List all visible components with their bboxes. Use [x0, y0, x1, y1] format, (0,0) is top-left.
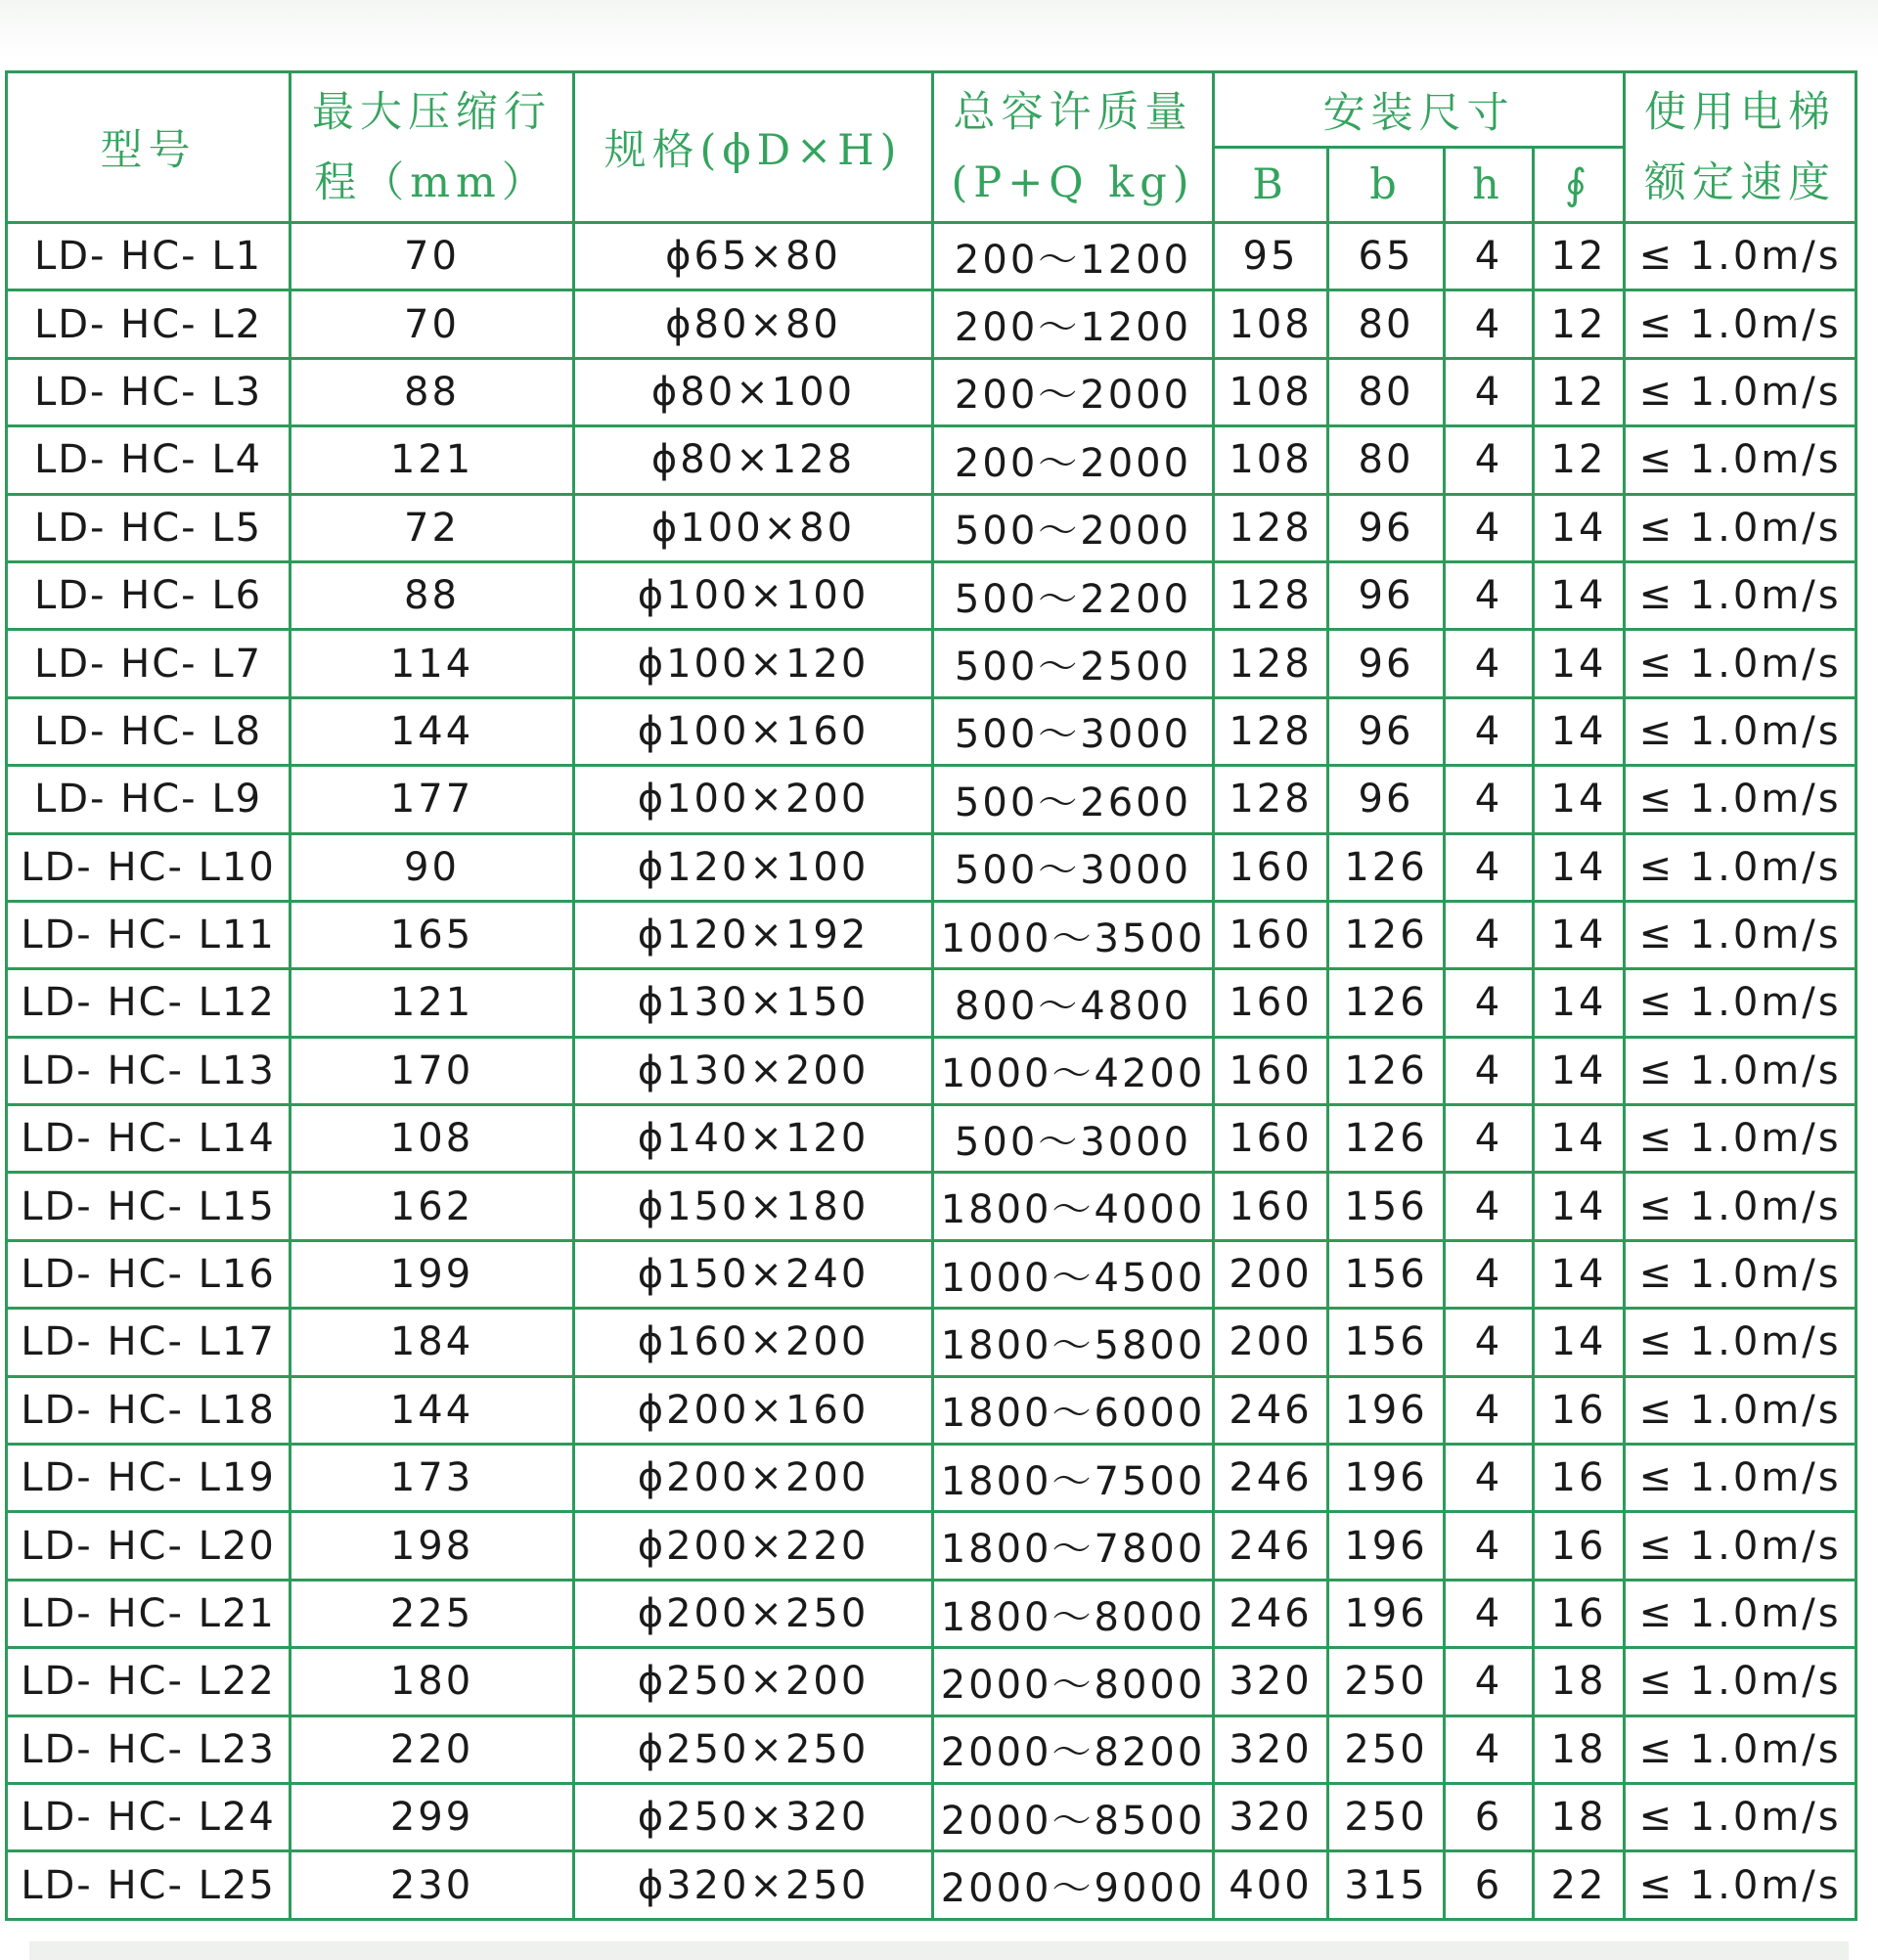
cell-model: LD- HC- L2 [7, 290, 291, 358]
table-row [7, 1173, 1856, 1240]
cell-max-stroke: 173 [291, 1445, 574, 1512]
cell-f: 12 [1534, 223, 1625, 290]
cell-B: 108 [1214, 290, 1328, 358]
cell-rated-speed: ≤ 1.0m/s [1625, 1105, 1856, 1173]
cell-total-load: 1800～5800 [933, 1309, 1214, 1376]
cell-total-load: 200～1200 [933, 223, 1214, 290]
cell-max-stroke: 70 [291, 290, 574, 358]
cell-max-stroke: 170 [291, 1037, 574, 1104]
table-row [7, 1512, 1856, 1580]
header-max-stroke-line1: 最大压缩行 [312, 87, 552, 137]
cell-spec: ϕ100×80 [574, 494, 933, 561]
cell-model: LD- HC- L3 [7, 358, 291, 425]
cell-total-load: 200～2000 [933, 358, 1214, 425]
cell-rated-speed: ≤ 1.0m/s [1625, 969, 1856, 1037]
cell-b: 126 [1328, 833, 1445, 901]
table-row [7, 1037, 1856, 1104]
header-b: b [1328, 148, 1445, 223]
cell-model: LD- HC- L6 [7, 561, 291, 629]
cell-rated-speed: ≤ 1.0m/s [1625, 1240, 1856, 1308]
cell-rated-speed: ≤ 1.0m/s [1625, 766, 1856, 833]
table-row [7, 1105, 1856, 1173]
cell-f: 16 [1534, 1445, 1625, 1512]
cell-b: 196 [1328, 1580, 1445, 1647]
table-row [7, 1445, 1856, 1512]
cell-max-stroke: 230 [291, 1851, 574, 1919]
header-row [7, 72, 1856, 148]
cell-h: 4 [1445, 1648, 1534, 1715]
cell-h: 4 [1445, 833, 1534, 901]
cell-h: 4 [1445, 630, 1534, 697]
cell-f: 18 [1534, 1783, 1625, 1850]
cell-b: 126 [1328, 969, 1445, 1037]
cell-rated-speed: ≤ 1.0m/s [1625, 1309, 1856, 1376]
cell-h: 4 [1445, 290, 1534, 358]
cell-spec: ϕ120×100 [574, 833, 933, 901]
cell-max-stroke: 72 [291, 494, 574, 561]
cell-f: 12 [1534, 358, 1625, 425]
cell-model: LD- HC- L7 [7, 630, 291, 697]
table-row [7, 358, 1856, 425]
cell-h: 4 [1445, 1309, 1534, 1376]
cell-B: 160 [1214, 969, 1328, 1037]
cell-f: 14 [1534, 697, 1625, 765]
cell-f: 14 [1534, 969, 1625, 1037]
cell-h: 4 [1445, 1715, 1534, 1783]
cell-total-load: 500～2600 [933, 766, 1214, 833]
cell-h: 4 [1445, 1376, 1534, 1444]
cell-h: 4 [1445, 1037, 1534, 1104]
table-body [7, 223, 1856, 1920]
cell-total-load: 1800～7800 [933, 1512, 1214, 1580]
header-max-stroke [291, 72, 574, 223]
cell-max-stroke: 199 [291, 1240, 574, 1308]
cell-f: 18 [1534, 1715, 1625, 1783]
cell-B: 128 [1214, 766, 1328, 833]
cell-spec: ϕ100×160 [574, 697, 933, 765]
cell-max-stroke: 121 [291, 969, 574, 1037]
cell-b: 250 [1328, 1783, 1445, 1850]
table-row [7, 630, 1856, 697]
cell-model: LD- HC- L1 [7, 223, 291, 290]
cell-f: 14 [1534, 833, 1625, 901]
cell-h: 4 [1445, 1445, 1534, 1512]
cell-spec: ϕ130×200 [574, 1037, 933, 1104]
cell-max-stroke: 88 [291, 358, 574, 425]
cell-h: 4 [1445, 697, 1534, 765]
cell-f: 14 [1534, 1309, 1625, 1376]
cell-h: 4 [1445, 1580, 1534, 1647]
cell-total-load: 200～2000 [933, 426, 1214, 494]
table-row [7, 1715, 1856, 1783]
cell-h: 4 [1445, 426, 1534, 494]
cell-total-load: 500～3000 [933, 697, 1214, 765]
table-row [7, 1783, 1856, 1850]
cell-spec: ϕ200×220 [574, 1512, 933, 1580]
table-row [7, 1580, 1856, 1647]
table-row [7, 561, 1856, 629]
cell-model: LD- HC- L8 [7, 697, 291, 765]
cell-model: LD- HC- L11 [7, 901, 291, 968]
cell-b: 156 [1328, 1240, 1445, 1308]
header-spec: 规格(ϕD×H) [574, 72, 933, 223]
cell-max-stroke: 90 [291, 833, 574, 901]
cell-h: 4 [1445, 766, 1534, 833]
cell-B: 160 [1214, 833, 1328, 901]
cell-rated-speed: ≤ 1.0m/s [1625, 426, 1856, 494]
cell-max-stroke: 198 [291, 1512, 574, 1580]
cell-model: LD- HC- L9 [7, 766, 291, 833]
cell-b: 96 [1328, 697, 1445, 765]
cell-spec: ϕ320×250 [574, 1851, 933, 1919]
header-rated-speed [1625, 72, 1856, 223]
cell-max-stroke: 165 [291, 901, 574, 968]
cell-max-stroke: 144 [291, 697, 574, 765]
cell-b: 315 [1328, 1851, 1445, 1919]
cell-total-load: 2000～8500 [933, 1783, 1214, 1850]
cell-b: 96 [1328, 766, 1445, 833]
header-h: h [1445, 148, 1534, 223]
cell-rated-speed: ≤ 1.0m/s [1625, 901, 1856, 968]
cell-B: 400 [1214, 1851, 1328, 1919]
cell-rated-speed: ≤ 1.0m/s [1625, 1580, 1856, 1647]
cell-spec: ϕ100×120 [574, 630, 933, 697]
cell-total-load: 2000～8200 [933, 1715, 1214, 1783]
cell-B: 246 [1214, 1445, 1328, 1512]
cell-spec: ϕ65×80 [574, 223, 933, 290]
table-row [7, 766, 1856, 833]
cell-B: 320 [1214, 1783, 1328, 1850]
cell-b: 65 [1328, 223, 1445, 290]
cell-max-stroke: 114 [291, 630, 574, 697]
cell-h: 4 [1445, 1105, 1534, 1173]
cell-rated-speed: ≤ 1.0m/s [1625, 1173, 1856, 1240]
cell-max-stroke: 184 [291, 1309, 574, 1376]
cell-model: LD- HC- L21 [7, 1580, 291, 1647]
cell-f: 14 [1534, 494, 1625, 561]
cell-model: LD- HC- L4 [7, 426, 291, 494]
cell-b: 96 [1328, 494, 1445, 561]
table-row [7, 426, 1856, 494]
cell-h: 4 [1445, 358, 1534, 425]
cell-b: 196 [1328, 1445, 1445, 1512]
cell-h: 4 [1445, 969, 1534, 1037]
cell-f: 14 [1534, 901, 1625, 968]
table-row [7, 1648, 1856, 1715]
cell-rated-speed: ≤ 1.0m/s [1625, 697, 1856, 765]
cell-model: LD- HC- L19 [7, 1445, 291, 1512]
cell-max-stroke: 180 [291, 1648, 574, 1715]
cell-rated-speed: ≤ 1.0m/s [1625, 1445, 1856, 1512]
buffer-spec-table [5, 70, 1857, 1921]
cell-f: 18 [1534, 1648, 1625, 1715]
cell-spec: ϕ250×200 [574, 1648, 933, 1715]
cell-b: 250 [1328, 1715, 1445, 1783]
cell-B: 160 [1214, 901, 1328, 968]
cell-total-load: 2000～9000 [933, 1851, 1214, 1919]
cell-spec: ϕ200×250 [574, 1580, 933, 1647]
cell-total-load: 500～2200 [933, 561, 1214, 629]
table-row [7, 697, 1856, 765]
cell-b: 80 [1328, 358, 1445, 425]
header-f: ∮ [1534, 148, 1625, 223]
table-row [7, 1376, 1856, 1444]
cell-total-load: 1000～4200 [933, 1037, 1214, 1104]
cell-model: LD- HC- L18 [7, 1376, 291, 1444]
cell-B: 128 [1214, 561, 1328, 629]
cell-B: 108 [1214, 358, 1328, 425]
cell-total-load: 1800～8000 [933, 1580, 1214, 1647]
cell-rated-speed: ≤ 1.0m/s [1625, 1648, 1856, 1715]
header-total-load-line1: 总容许质量 [953, 87, 1193, 137]
cell-f: 16 [1534, 1512, 1625, 1580]
cell-f: 16 [1534, 1580, 1625, 1647]
cell-h: 4 [1445, 1173, 1534, 1240]
cell-max-stroke: 108 [291, 1105, 574, 1173]
cell-spec: ϕ200×200 [574, 1445, 933, 1512]
cell-b: 80 [1328, 426, 1445, 494]
cell-f: 22 [1534, 1851, 1625, 1919]
cell-total-load: 1800～4000 [933, 1173, 1214, 1240]
header-total-load-line2: (P+Q kg) [951, 157, 1195, 207]
cell-rated-speed: ≤ 1.0m/s [1625, 1851, 1856, 1919]
table-row [7, 1309, 1856, 1376]
cell-h: 6 [1445, 1783, 1534, 1850]
bottom-strip [29, 1941, 1849, 1960]
cell-total-load: 800～4800 [933, 969, 1214, 1037]
cell-max-stroke: 144 [291, 1376, 574, 1444]
cell-model: LD- HC- L10 [7, 833, 291, 901]
cell-model: LD- HC- L24 [7, 1783, 291, 1850]
cell-B: 246 [1214, 1580, 1328, 1647]
cell-max-stroke: 70 [291, 223, 574, 290]
header-install-dims: 安装尺寸 [1214, 72, 1625, 148]
cell-rated-speed: ≤ 1.0m/s [1625, 833, 1856, 901]
cell-h: 4 [1445, 1512, 1534, 1580]
cell-model: LD- HC- L22 [7, 1648, 291, 1715]
cell-h: 6 [1445, 1851, 1534, 1919]
header-model: 型号 [7, 72, 291, 223]
cell-max-stroke: 299 [291, 1783, 574, 1850]
cell-B: 200 [1214, 1240, 1328, 1308]
cell-B: 95 [1214, 223, 1328, 290]
cell-B: 128 [1214, 494, 1328, 561]
cell-spec: ϕ80×80 [574, 290, 933, 358]
cell-f: 14 [1534, 1173, 1625, 1240]
cell-b: 250 [1328, 1648, 1445, 1715]
header-total-load [933, 72, 1214, 223]
cell-f: 14 [1534, 1240, 1625, 1308]
header-max-stroke-line2: 程（mm） [314, 157, 550, 207]
cell-rated-speed: ≤ 1.0m/s [1625, 561, 1856, 629]
cell-f: 14 [1534, 1105, 1625, 1173]
cell-b: 196 [1328, 1512, 1445, 1580]
table-row [7, 1851, 1856, 1919]
cell-B: 128 [1214, 630, 1328, 697]
cell-model: LD- HC- L17 [7, 1309, 291, 1376]
cell-B: 246 [1214, 1512, 1328, 1580]
cell-model: LD- HC- L25 [7, 1851, 291, 1919]
cell-b: 96 [1328, 561, 1445, 629]
table-row [7, 223, 1856, 290]
cell-spec: ϕ100×200 [574, 766, 933, 833]
cell-total-load: 500～3000 [933, 833, 1214, 901]
cell-rated-speed: ≤ 1.0m/s [1625, 1037, 1856, 1104]
cell-b: 156 [1328, 1173, 1445, 1240]
cell-spec: ϕ80×100 [574, 358, 933, 425]
cell-total-load: 200～1200 [933, 290, 1214, 358]
cell-spec: ϕ160×200 [574, 1309, 933, 1376]
cell-model: LD- HC- L16 [7, 1240, 291, 1308]
cell-total-load: 1000～3500 [933, 901, 1214, 968]
cell-spec: ϕ120×192 [574, 901, 933, 968]
cell-h: 4 [1445, 494, 1534, 561]
cell-h: 4 [1445, 561, 1534, 629]
table-row [7, 1240, 1856, 1308]
cell-B: 108 [1214, 426, 1328, 494]
cell-max-stroke: 88 [291, 561, 574, 629]
cell-model: LD- HC- L23 [7, 1715, 291, 1783]
table-row [7, 833, 1856, 901]
cell-model: LD- HC- L15 [7, 1173, 291, 1240]
cell-rated-speed: ≤ 1.0m/s [1625, 494, 1856, 561]
table-row [7, 901, 1856, 968]
cell-B: 160 [1214, 1105, 1328, 1173]
cell-B: 128 [1214, 697, 1328, 765]
cell-model: LD- HC- L5 [7, 494, 291, 561]
cell-b: 156 [1328, 1309, 1445, 1376]
cell-spec: ϕ150×180 [574, 1173, 933, 1240]
cell-total-load: 500～2500 [933, 630, 1214, 697]
cell-b: 196 [1328, 1376, 1445, 1444]
cell-spec: ϕ140×120 [574, 1105, 933, 1173]
cell-total-load: 1800～7500 [933, 1445, 1214, 1512]
cell-B: 200 [1214, 1309, 1328, 1376]
cell-rated-speed: ≤ 1.0m/s [1625, 358, 1856, 425]
cell-b: 126 [1328, 1105, 1445, 1173]
cell-max-stroke: 162 [291, 1173, 574, 1240]
cell-f: 14 [1534, 766, 1625, 833]
cell-f: 14 [1534, 1037, 1625, 1104]
cell-max-stroke: 220 [291, 1715, 574, 1783]
cell-rated-speed: ≤ 1.0m/s [1625, 630, 1856, 697]
cell-b: 96 [1328, 630, 1445, 697]
cell-spec: ϕ130×150 [574, 969, 933, 1037]
cell-spec: ϕ80×128 [574, 426, 933, 494]
cell-max-stroke: 121 [291, 426, 574, 494]
cell-rated-speed: ≤ 1.0m/s [1625, 1512, 1856, 1580]
cell-rated-speed: ≤ 1.0m/s [1625, 1376, 1856, 1444]
cell-total-load: 500～3000 [933, 1105, 1214, 1173]
cell-b: 126 [1328, 1037, 1445, 1104]
cell-f: 14 [1534, 630, 1625, 697]
header-B: B [1214, 148, 1328, 223]
cell-total-load: 500～2000 [933, 494, 1214, 561]
table-row [7, 969, 1856, 1037]
cell-h: 4 [1445, 1240, 1534, 1308]
cell-spec: ϕ150×240 [574, 1240, 933, 1308]
cell-rated-speed: ≤ 1.0m/s [1625, 290, 1856, 358]
cell-max-stroke: 177 [291, 766, 574, 833]
cell-B: 246 [1214, 1376, 1328, 1444]
cell-model: LD- HC- L14 [7, 1105, 291, 1173]
cell-total-load: 1800～6000 [933, 1376, 1214, 1444]
cell-spec: ϕ250×320 [574, 1783, 933, 1850]
cell-f: 12 [1534, 290, 1625, 358]
cell-B: 320 [1214, 1648, 1328, 1715]
table-row [7, 290, 1856, 358]
cell-model: LD- HC- L20 [7, 1512, 291, 1580]
cell-h: 4 [1445, 901, 1534, 968]
cell-spec: ϕ100×100 [574, 561, 933, 629]
cell-rated-speed: ≤ 1.0m/s [1625, 1715, 1856, 1783]
cell-max-stroke: 225 [291, 1580, 574, 1647]
cell-B: 160 [1214, 1037, 1328, 1104]
table-row [7, 494, 1856, 561]
cell-b: 80 [1328, 290, 1445, 358]
cell-b: 126 [1328, 901, 1445, 968]
cell-rated-speed: ≤ 1.0m/s [1625, 1783, 1856, 1850]
cell-spec: ϕ200×160 [574, 1376, 933, 1444]
header-rated-speed-line2: 额定速度 [1644, 157, 1836, 207]
cell-spec: ϕ250×250 [574, 1715, 933, 1783]
cell-model: LD- HC- L12 [7, 969, 291, 1037]
cell-total-load: 2000～8000 [933, 1648, 1214, 1715]
cell-model: LD- HC- L13 [7, 1037, 291, 1104]
header-rated-speed-line1: 使用电梯 [1644, 87, 1836, 137]
cell-B: 160 [1214, 1173, 1328, 1240]
cell-total-load: 1000～4500 [933, 1240, 1214, 1308]
cell-f: 12 [1534, 426, 1625, 494]
cell-rated-speed: ≤ 1.0m/s [1625, 223, 1856, 290]
cell-f: 16 [1534, 1376, 1625, 1444]
cell-B: 320 [1214, 1715, 1328, 1783]
cell-f: 14 [1534, 561, 1625, 629]
cell-h: 4 [1445, 223, 1534, 290]
